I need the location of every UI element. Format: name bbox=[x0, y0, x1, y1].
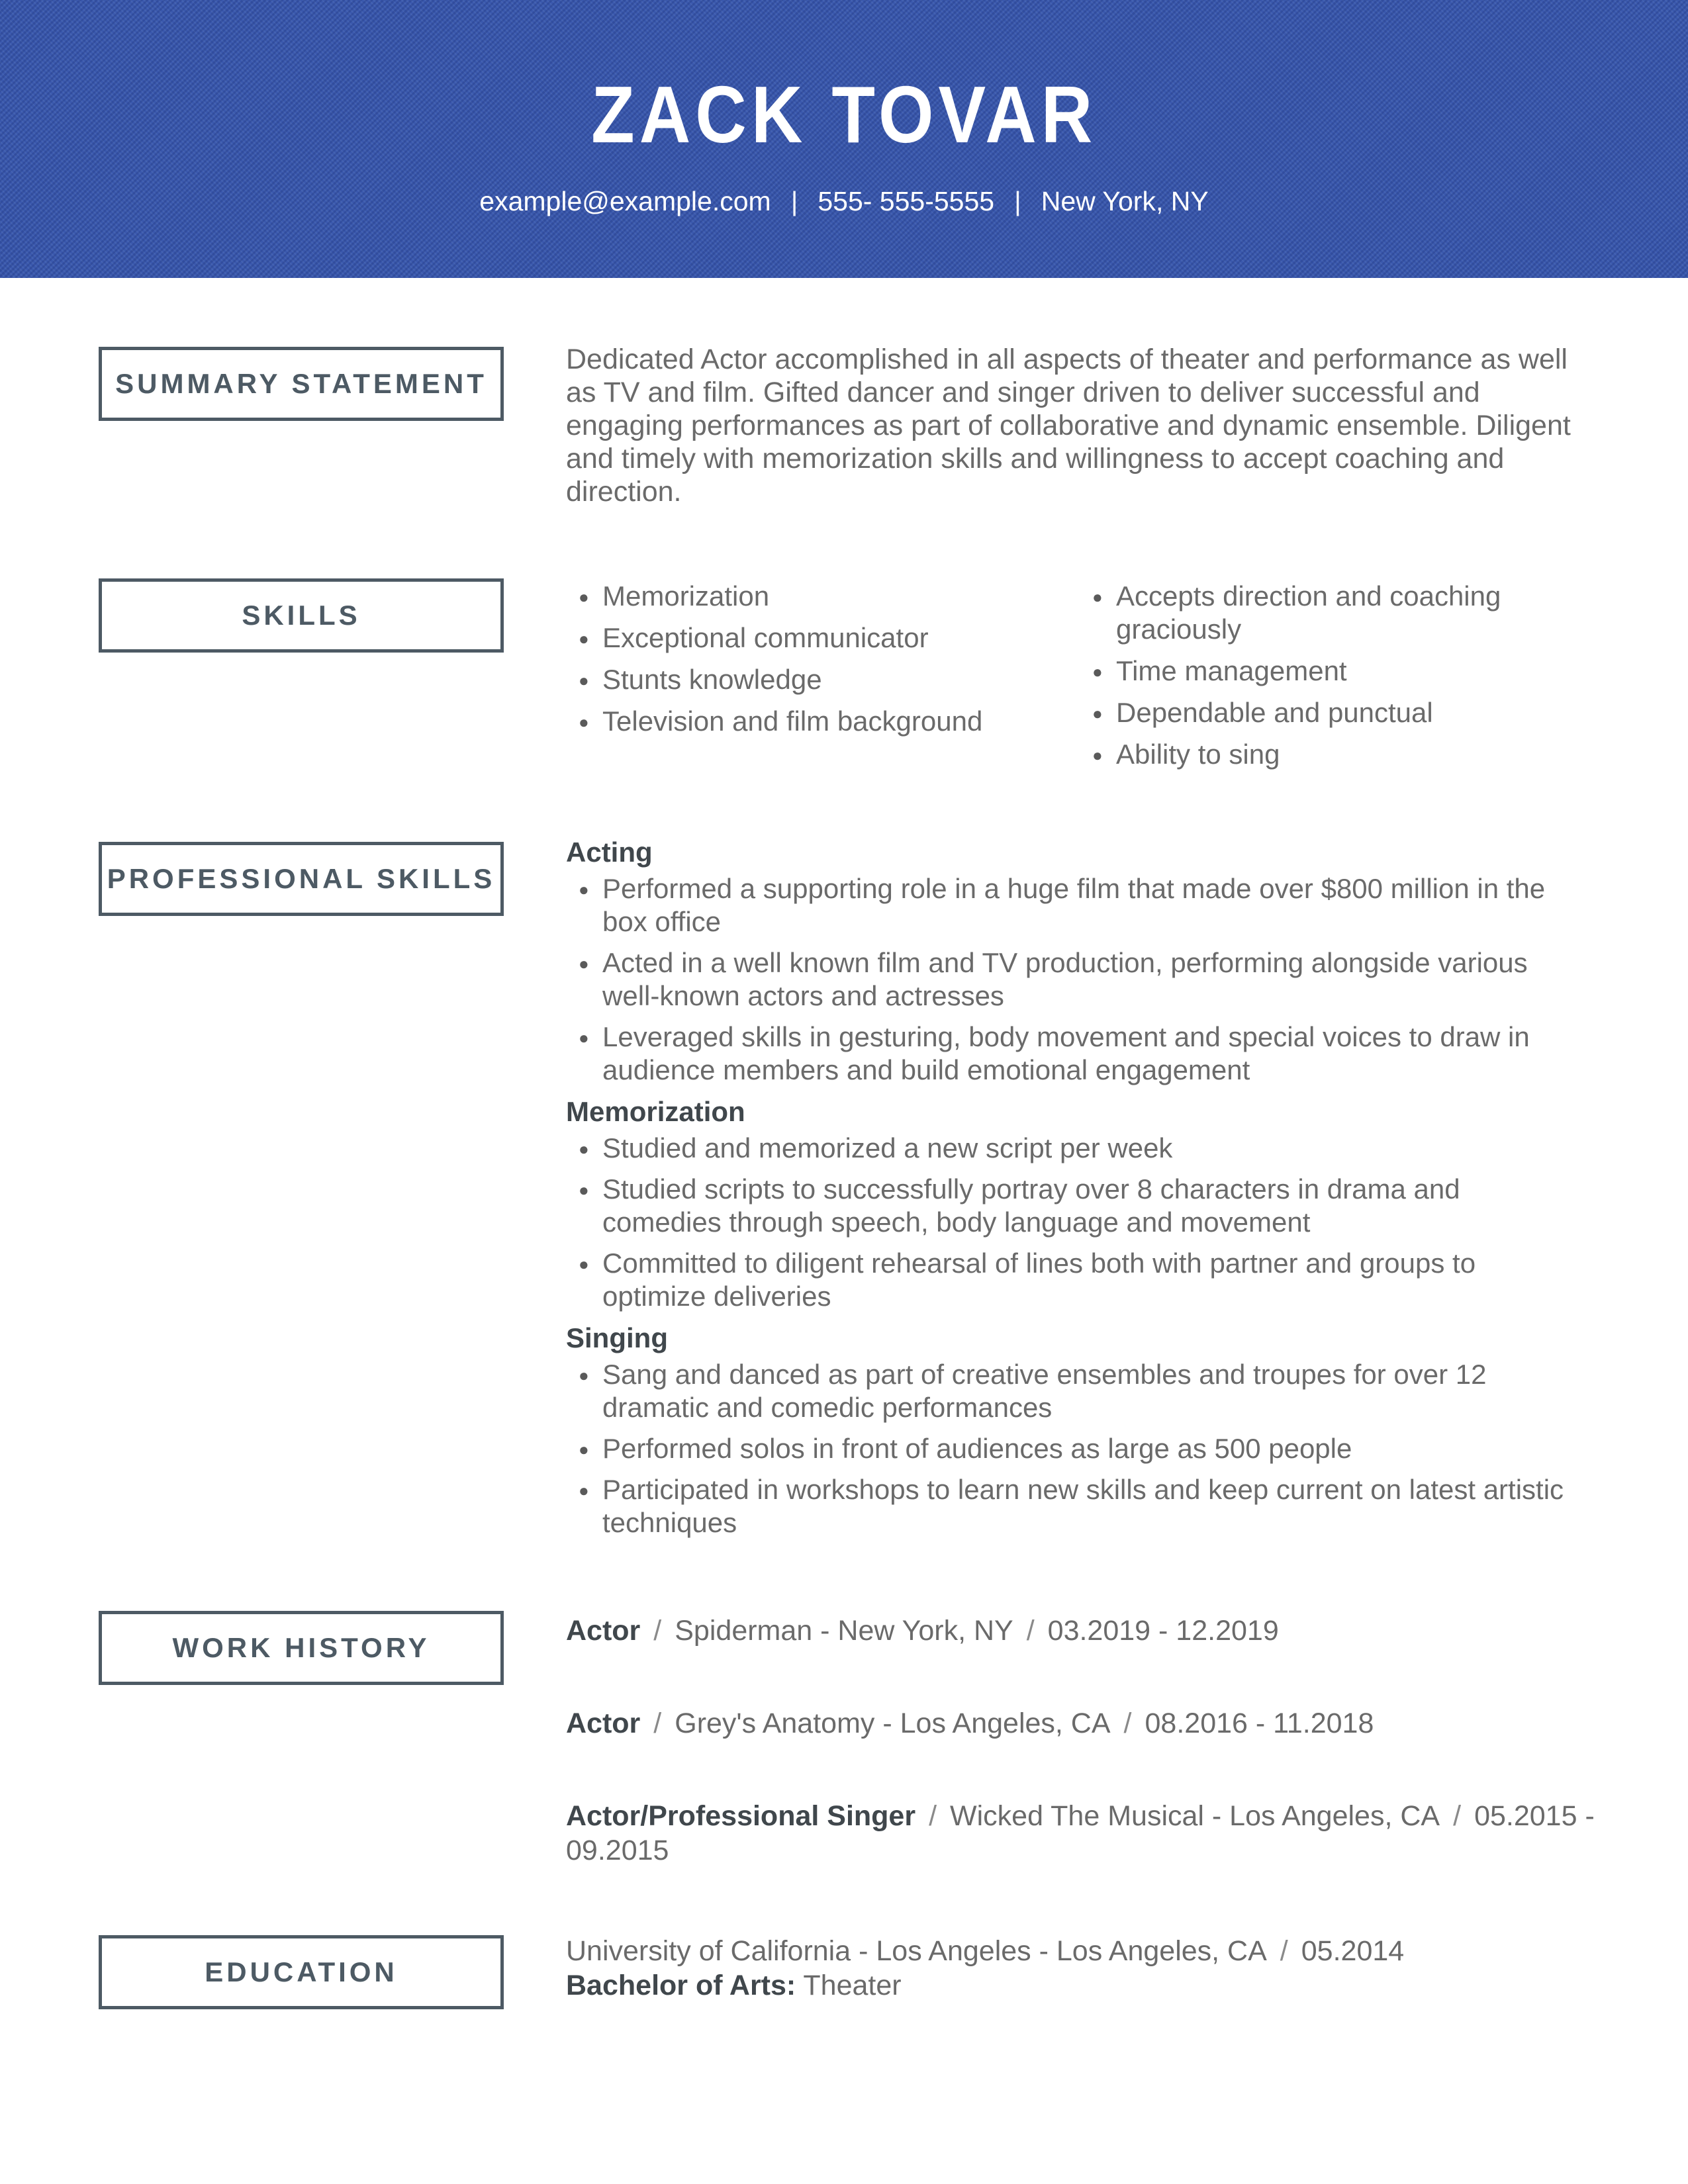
graduation-date: 05.2014 bbox=[1301, 1935, 1405, 1967]
professional-group-list bbox=[577, 1132, 1566, 1313]
bullet-item: ● Leveraged skills in gesturing, body movement and special voices to draw in audience members and build emotional engagement bbox=[577, 1021, 1566, 1087]
bullet-item: ● Studied and memorized a new script per week bbox=[577, 1132, 1566, 1165]
bullet-item: ● Sang and danced as part of creative ensembles and troupes for over 12 dramatic and comedic performances bbox=[577, 1358, 1566, 1424]
summary-paragraph: Dedicated Actor accomplished in all aspects of theater and performance as well as TV and film. Gifted dancer and singer driven to deliver successful and engaging performances as part of collaborative and dynamic ensemble. Diligent and timely with memorization skills and willingness to accept coaching and direction. bbox=[566, 343, 1571, 508]
bullet-item: ● Acted in a well known film and TV production, performing alongside various well-known actors and actresses bbox=[577, 946, 1566, 1013]
summary-section-label-box bbox=[99, 347, 504, 421]
school-text: University of California - Los Angeles - Los Angeles, CA bbox=[566, 1935, 1267, 1967]
skill-item: ● Exceptional communicator bbox=[577, 621, 1087, 655]
professional-group-title: Acting bbox=[566, 837, 653, 868]
bullet-item: ● Committed to diligent rehearsal of lines both with partner and groups to optimize deliveries bbox=[577, 1247, 1566, 1313]
slash-separator: / bbox=[653, 1615, 662, 1647]
skill-item: ● Memorization bbox=[577, 580, 1087, 613]
summary-section-label: SUMMARY STATEMENT bbox=[115, 368, 487, 399]
slash-separator: / bbox=[1453, 1800, 1462, 1832]
work-entry bbox=[566, 1799, 1638, 1868]
professional-group-list bbox=[577, 872, 1566, 1087]
skills-section-label: SKILLS bbox=[242, 600, 361, 631]
job-title: Actor bbox=[566, 1707, 641, 1739]
education-degree-line bbox=[566, 1968, 1638, 2003]
skills-list-right bbox=[1091, 580, 1586, 780]
job-title: Actor/Professional Singer bbox=[566, 1800, 916, 1832]
work-entry bbox=[566, 1614, 1638, 1648]
location-text: New York, NY bbox=[1041, 186, 1209, 216]
work-history-section-label-box bbox=[99, 1611, 504, 1685]
job-dates: 03.2019 - 12.2019 bbox=[1047, 1615, 1279, 1647]
job-dates: 05.2015 - 09.2015 bbox=[566, 1800, 1595, 1866]
skill-item: ● Stunts knowledge bbox=[577, 663, 1087, 696]
professional-group-title: Singing bbox=[566, 1322, 668, 1353]
degree-field: Theater bbox=[803, 1970, 902, 2001]
bullet-item: ● Performed a supporting role in a huge film that made over $800 million in the box office bbox=[577, 872, 1566, 938]
professional-group-title: Memorization bbox=[566, 1096, 745, 1127]
job-detail: Spiderman - New York, NY bbox=[675, 1615, 1013, 1647]
skill-item: ● Ability to sing bbox=[1091, 738, 1586, 771]
pipe-separator: | bbox=[790, 186, 798, 216]
work-history-content bbox=[566, 1614, 1638, 1926]
slash-separator: / bbox=[1280, 1935, 1288, 1967]
pipe-separator: | bbox=[1014, 186, 1021, 216]
slash-separator: / bbox=[1123, 1707, 1132, 1739]
skill-item: ● Accepts direction and coaching graciously bbox=[1091, 580, 1586, 646]
professional-skills-section-label-box bbox=[99, 842, 504, 916]
education-content bbox=[566, 1934, 1638, 2003]
education-section-label: EDUCATION bbox=[205, 1956, 398, 1987]
job-title: Actor bbox=[566, 1615, 641, 1647]
skills-section-label-box bbox=[99, 578, 504, 653]
professional-group-list bbox=[577, 1358, 1566, 1539]
job-dates: 08.2016 - 11.2018 bbox=[1145, 1707, 1374, 1739]
bullet-item: ● Studied scripts to successfully portray over 8 characters in drama and comedies through speech, body language and movement bbox=[577, 1173, 1566, 1239]
education-section-label-box bbox=[99, 1935, 504, 2009]
job-detail: Wicked The Musical - Los Angeles, CA bbox=[950, 1800, 1440, 1832]
phone-text: 555- 555-5555 bbox=[818, 186, 995, 216]
skill-item: ● Time management bbox=[1091, 655, 1586, 688]
skill-item: ● Dependable and punctual bbox=[1091, 696, 1586, 729]
header-banner bbox=[0, 0, 1688, 278]
person-name: ZACK TOVAR bbox=[590, 69, 1098, 159]
skill-item: ● Television and film background bbox=[577, 705, 1087, 738]
contact-line bbox=[479, 185, 1208, 217]
email-text: example@example.com bbox=[479, 186, 771, 216]
degree-label: Bachelor of Arts: bbox=[566, 1970, 796, 2001]
bullet-item: ● Performed solos in front of audiences as large as 500 people bbox=[577, 1432, 1566, 1465]
skills-list-left bbox=[577, 580, 1087, 747]
professional-skills-content bbox=[566, 835, 1566, 1547]
job-detail: Grey's Anatomy - Los Angeles, CA bbox=[675, 1707, 1111, 1739]
work-entry bbox=[566, 1706, 1638, 1741]
bullet-item: ● Participated in workshops to learn new skills and keep current on latest artistic techniques bbox=[577, 1473, 1566, 1539]
education-entry bbox=[566, 1934, 1638, 1968]
work-history-section-label: WORK HISTORY bbox=[172, 1632, 430, 1663]
slash-separator: / bbox=[1026, 1615, 1035, 1647]
slash-separator: / bbox=[929, 1800, 937, 1832]
slash-separator: / bbox=[653, 1707, 662, 1739]
professional-skills-section-label: PROFESSIONAL SKILLS bbox=[107, 863, 496, 894]
